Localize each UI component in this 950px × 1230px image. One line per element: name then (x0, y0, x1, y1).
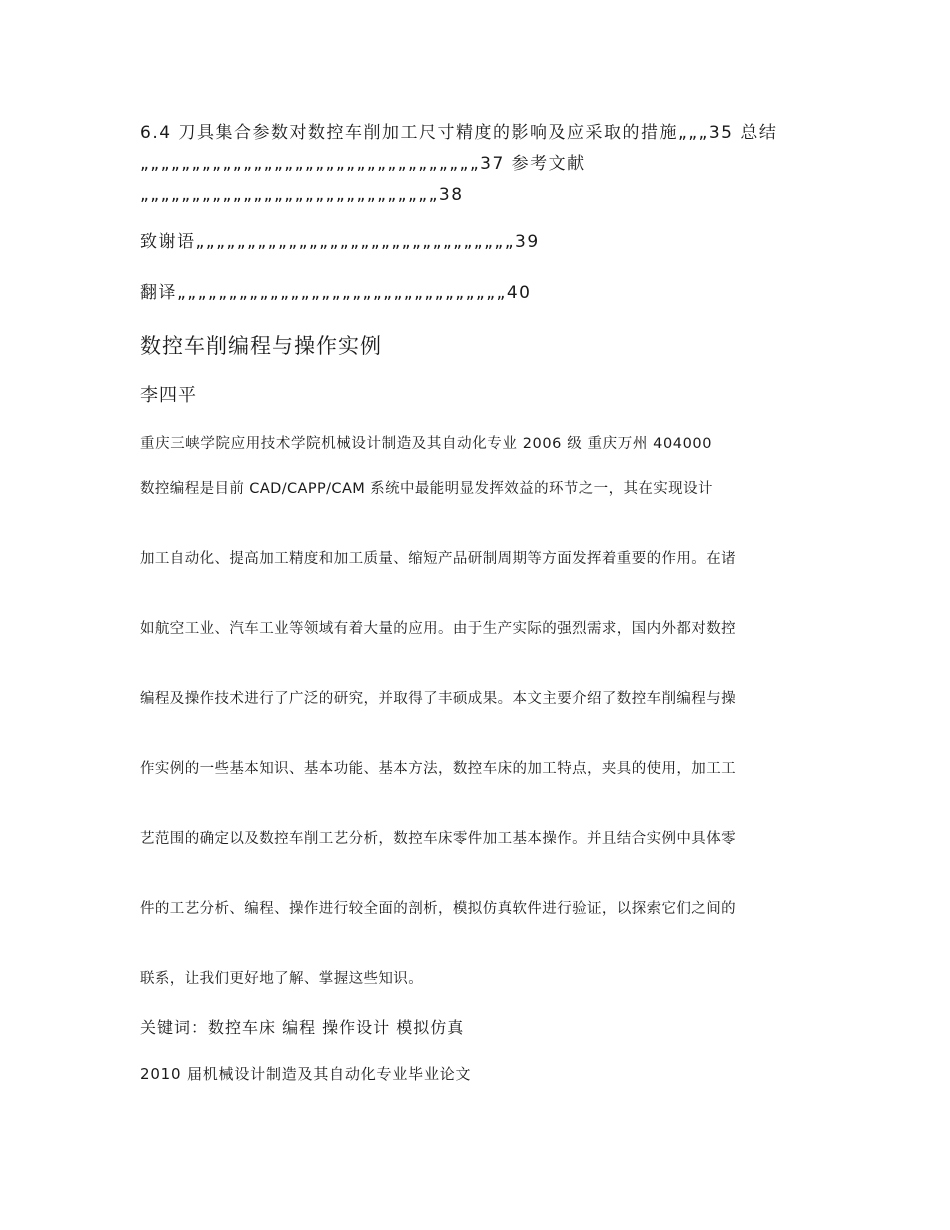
toc-entry-acknowledgement: 致谢语„„„„„„„„„„„„„„„„„„„„„„„„„„„„„„„39 (140, 232, 540, 252)
abstract-paragraph: 如航空工业、汽车工业等领域有着大量的应用。由于生产实际的强烈需求，国内外都对数控 (140, 621, 736, 637)
toc-entries-main: 6.4 刀具集合参数对数控车削加工尺寸精度的影响及应采取的措施„„„35 总结„„„„„„„„„„„„„„„„„„„„„„„„„„„„„„„„„37 参考文献„„„„„„„„„„„„„„„„„„„„„„„„„„„„„38 (140, 123, 778, 205)
abstract-paragraph: 艺范围的确定以及数控车削工艺分析，数控车床零件加工基本操作。并且结合实例中具体零 (140, 831, 736, 847)
paper-affiliation: 重庆三峡学院应用技术学院机械设计制造及其自动化专业 2006 级 重庆万州 404000 (140, 436, 713, 452)
toc-entry-translation: 翻译„„„„„„„„„„„„„„„„„„„„„„„„„„„„„„„„40 (140, 283, 532, 303)
abstract-paragraph: 数控编程是目前 CAD/CAPP/CAM 系统中最能明显发挥效益的环节之一，其在实现设计 (140, 481, 713, 497)
paper-title: 数控车削编程与操作实例 (140, 334, 382, 358)
abstract-paragraph: 编程及操作技术进行了广泛的研究，并取得了丰硕成果。本文主要介绍了数控车削编程与操 (140, 691, 736, 707)
paper-keywords: 关键词：数控车床 编程 操作设计 模拟仿真 (140, 1018, 465, 1037)
abstract-paragraph: 联系，让我们更好地了解、掌握这些知识。 (140, 971, 424, 987)
abstract-paragraph: 作实例的一些基本知识、基本功能、基本方法，数控车床的加工特点，夹具的使用，加工工 (140, 761, 736, 777)
abstract-paragraph: 件的工艺分析、编程、操作进行较全面的剖析，模拟仿真软件进行验证，以探索它们之间的 (140, 901, 736, 917)
thesis-footer-line: 2010 届机械设计制造及其自动化专业毕业论文 (140, 1065, 472, 1083)
abstract-paragraph: 加工自动化、提高加工精度和加工质量、缩短产品研制周期等方面发挥着重要的作用。在诸 (140, 551, 736, 567)
paper-author: 李四平 (140, 385, 197, 406)
